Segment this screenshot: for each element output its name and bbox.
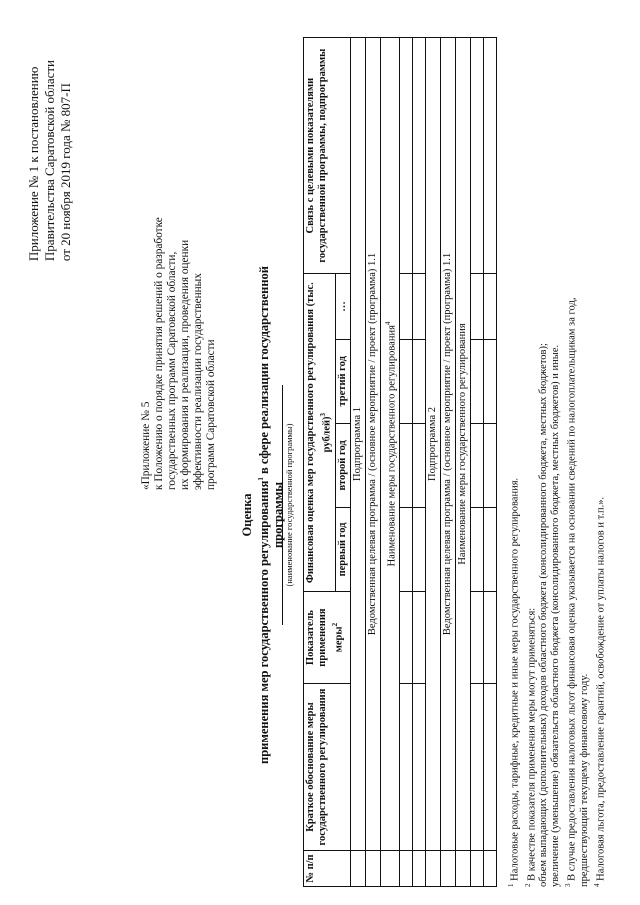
table-row <box>441 38 456 887</box>
table-row <box>484 38 497 887</box>
cell <box>413 507 426 591</box>
subprogram-1-row: Подпрограмма 1 <box>350 38 365 851</box>
appendix-5-line: «Приложение № 5 <box>140 401 152 490</box>
cell <box>471 507 484 591</box>
year-more-header: … <box>335 274 350 339</box>
appendix-5-block <box>140 150 218 490</box>
cell <box>471 423 484 507</box>
footnote-3 <box>562 27 579 887</box>
table-row <box>365 38 380 887</box>
measure-1-row <box>380 38 400 851</box>
cell <box>413 339 426 423</box>
cell <box>400 274 413 339</box>
cell <box>456 850 471 886</box>
measure-text: Наименование меры государственного регулирования <box>386 325 397 567</box>
footnote-2-item: объем выпадающих (дополнительных) доходов областного бюджета (консолидированного бюджета, местных бюджетов); <box>538 343 549 887</box>
cell <box>484 850 497 886</box>
table-row <box>380 38 400 887</box>
cell <box>413 850 426 886</box>
col-link-header: Связь с целевыми показателями государственной программы, подпрограммы <box>304 38 351 274</box>
year-2-header: второй год <box>335 423 350 507</box>
col-justification-header: Краткое обоснование меры государственного регулирования <box>304 684 351 851</box>
header-text: Показатель применения меры <box>305 608 345 667</box>
measure-2-row: Наименование меры государственного регулирования <box>456 38 471 851</box>
footnote-ref: 2 <box>331 622 339 627</box>
appendix-5-line: государственных программ Саратовской области, <box>166 251 178 490</box>
footnotes <box>505 27 607 887</box>
title-line-1: Оценка <box>240 493 254 537</box>
footnote-number: 3 <box>564 883 572 887</box>
footnote-2-item: увеличение (уменьшение) обязательств областного бюджета (консолидированного бюджета, местных бюджетов) и иные. <box>550 344 561 887</box>
footnote-number: 1 <box>507 883 515 887</box>
footnote-2 <box>522 27 539 887</box>
col-indicator-header <box>304 592 351 684</box>
footnote-number: 2 <box>523 883 532 887</box>
table-row <box>426 38 441 887</box>
cell <box>471 684 484 851</box>
header-row <box>304 38 336 887</box>
title-text: применения мер государственного регулирования <box>257 480 272 764</box>
col-no-header: № п/п <box>304 850 351 886</box>
appendix-1-line: Правительства Саратовской области <box>42 60 57 262</box>
cell <box>413 423 426 507</box>
cell <box>484 684 497 851</box>
footnote-text: В качестве показателя применения меры могут применяться: <box>526 607 537 881</box>
appendix-5-line: программ Саратовской области <box>205 339 217 490</box>
page-title <box>240 235 285 795</box>
appendix-5-line: их формирования и реализации, проведения оценки <box>179 239 191 490</box>
footnote-ref: 3 <box>319 412 327 417</box>
appendix-1-line: Приложение № 1 к постановлению <box>26 66 41 262</box>
cell <box>400 850 413 886</box>
cell <box>413 38 426 274</box>
appendix-1-block <box>26 60 74 261</box>
cell <box>400 339 413 423</box>
col-financial-header <box>304 274 336 592</box>
cell <box>471 339 484 423</box>
cell <box>484 274 497 339</box>
table-row <box>456 38 471 887</box>
footnote-number: 4 <box>592 883 601 887</box>
cell <box>350 850 365 886</box>
cell <box>400 507 413 591</box>
program-name-caption: (наименование государственной программы) <box>282 385 294 625</box>
table-row <box>350 38 365 887</box>
footnote-3-cont: предшествующий текущему финансовому году. <box>578 673 590 887</box>
cell <box>413 274 426 339</box>
dept-program-1-row: Ведомственная целевая программа / (основное мероприятие / проект (программа) 1.1 <box>365 38 380 851</box>
cell <box>413 684 426 851</box>
footnote-ref: 4 <box>383 321 392 326</box>
cell <box>400 684 413 851</box>
footnote-text: Налоговая льгота, предоставление гарантий, освобождение от уплаты налогов и т.п.». <box>595 496 606 881</box>
title-line-2 <box>254 235 285 795</box>
footnote-4 <box>591 27 608 887</box>
year-1-header: первый год <box>335 507 350 591</box>
cell <box>413 592 426 684</box>
cell <box>484 339 497 423</box>
appendix-5-line: к Положению о порядке принятия решений о разработке <box>153 217 165 490</box>
cell <box>471 850 484 886</box>
cell <box>484 423 497 507</box>
footnote-ref: 1 <box>257 477 265 481</box>
cell <box>400 423 413 507</box>
cell <box>471 592 484 684</box>
cell <box>484 592 497 684</box>
footnote-text: В случае предоставления налоговых льгот финансовая оценка указывается на основании сведений по налогоплательщикам за год, <box>566 297 578 881</box>
cell <box>400 592 413 684</box>
table-row <box>413 38 426 887</box>
cell <box>484 38 497 274</box>
footnote-text: Налоговые расходы, тарифные, кредитные и иные меры государственного регулирования. <box>509 477 521 881</box>
cell <box>471 274 484 339</box>
cell <box>426 850 441 886</box>
table-row <box>400 38 413 887</box>
assessment-table <box>303 37 497 887</box>
year-3-header: третий год <box>335 339 350 423</box>
cell <box>380 850 400 886</box>
subprogram-2-row: Подпрограмма 2 <box>426 38 441 851</box>
table-row <box>471 38 484 887</box>
dept-program-2-row: Ведомственная целевая программа / (основное мероприятие / проект (программа) 1.1 <box>441 38 456 851</box>
cell <box>441 850 456 886</box>
header-text: Финансовая оценка мер государственного регулирования (тыс. рублей) <box>305 282 333 584</box>
title-text: в сфере реализации государственной программы <box>257 266 286 549</box>
footnote-1 <box>505 27 522 887</box>
appendix-5-line: эффективности реализации государственных <box>192 273 204 490</box>
cell <box>471 38 484 274</box>
appendix-1-line: от 20 ноября 2019 года № 807-П <box>58 83 73 262</box>
cell <box>365 850 380 886</box>
cell <box>400 38 413 274</box>
cell <box>484 507 497 591</box>
